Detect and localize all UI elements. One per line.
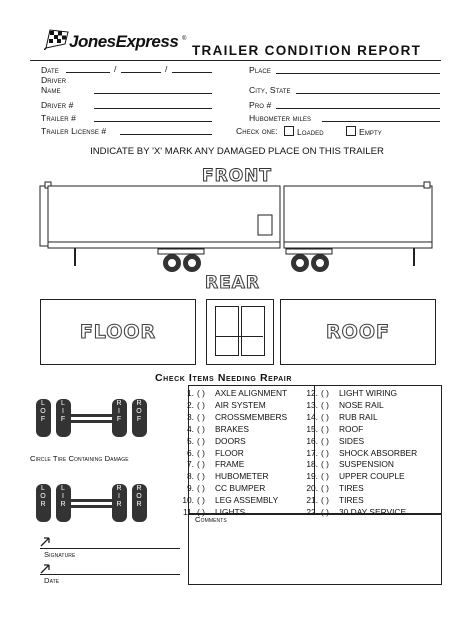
tire-label-rif: R I F — [116, 400, 122, 423]
brand-name: JonesExpress — [69, 32, 179, 51]
checklist-item-number: 22. — [306, 507, 318, 517]
loaded-option[interactable] — [284, 126, 324, 137]
trailer-left-body[interactable] — [48, 186, 280, 248]
hubometer-label: Hubometer miles — [249, 113, 312, 123]
checklist-item-label: LEG ASSEMBLY — [215, 495, 279, 506]
checklist-item-checkbox[interactable]: ( ) — [197, 459, 205, 470]
checklist-item-number: 14. — [306, 411, 318, 422]
checklist-item-number: 1. — [187, 388, 194, 398]
driver-name-field[interactable] — [94, 93, 212, 94]
checklist-item[interactable] — [296, 412, 378, 422]
tire-diagrams — [30, 394, 180, 539]
trailer-right-body[interactable] — [284, 186, 432, 248]
hubometer-field[interactable] — [322, 121, 440, 122]
front-axle-tires[interactable] — [36, 399, 147, 437]
date-arrow-icon — [40, 564, 50, 574]
city-state-field[interactable] — [296, 93, 440, 94]
checklist-item-label: 30 DAY SERVICE — [339, 507, 407, 517]
checklist-item-number: 7. — [187, 459, 194, 470]
signature-field[interactable] — [40, 548, 180, 549]
checklist-item-checkbox[interactable]: ( ) — [321, 495, 329, 506]
checklist-item[interactable] — [296, 495, 364, 505]
bogie-right — [286, 249, 332, 254]
floor-label: FLOOR — [79, 321, 157, 343]
checklist-item-number: 11. — [182, 507, 194, 517]
checklist-item-label: CC BUMPER — [215, 483, 266, 494]
signature-label: Signature — [44, 550, 76, 559]
checklist-item-checkbox[interactable]: ( ) — [197, 483, 205, 494]
tire-label-lif: L I F — [60, 400, 66, 423]
signature-date-field[interactable] — [40, 574, 180, 575]
tire-label-lof: L O F — [40, 400, 46, 423]
checklist-item-checkbox[interactable]: ( ) — [197, 411, 205, 422]
place-label: Place — [249, 65, 271, 75]
checklist-item-label: SIDES — [339, 435, 365, 446]
checklist-item[interactable] — [296, 436, 364, 446]
rear-door-divider — [215, 336, 263, 337]
checklist-item-label: RUB RAIL — [339, 411, 378, 422]
checklist-heading: Check Items Needing Repair — [155, 372, 293, 384]
date-month-field[interactable] — [66, 72, 110, 73]
comments-label: Comments — [195, 515, 227, 524]
checklist-item-label: SHOCK ABSORBER — [339, 447, 418, 458]
checklist-item-checkbox[interactable]: ( ) — [321, 447, 329, 458]
driver-name-label-line2: Name — [41, 85, 61, 95]
checklist-item-checkbox[interactable]: ( ) — [197, 507, 205, 517]
checklist-item-label: SUSPENSION — [339, 459, 394, 470]
wheels-left-axle[interactable] — [163, 254, 201, 272]
trailer-left-door — [258, 215, 272, 235]
checklist-item-checkbox[interactable]: ( ) — [197, 388, 205, 398]
checklist-item-label: CROSSMEMBERS — [215, 411, 288, 422]
company-logo — [44, 26, 194, 52]
checklist-item-checkbox[interactable]: ( ) — [197, 399, 205, 410]
checklist-item-checkbox[interactable]: ( ) — [321, 388, 329, 398]
empty-label: Empty — [359, 127, 382, 137]
rear-label: REAR — [205, 273, 260, 293]
trailer-right-marker — [424, 182, 430, 188]
checklist-item-number: 9. — [187, 483, 194, 494]
checklist-item[interactable] — [172, 388, 287, 398]
trailer-license-label: Trailer License # — [41, 126, 107, 136]
checklist-item-checkbox[interactable]: ( ) — [321, 459, 329, 470]
checklist-item[interactable] — [296, 459, 394, 469]
checklist-item-checkbox[interactable]: ( ) — [321, 399, 329, 410]
checklist-item-checkbox[interactable]: ( ) — [321, 435, 329, 446]
checklist-item-label: HUBOMETER — [215, 471, 269, 482]
pro-number-field[interactable] — [276, 108, 440, 109]
checklist-item[interactable] — [172, 483, 265, 493]
checklist-item[interactable] — [172, 495, 278, 505]
tire-label-rof: R O F — [136, 400, 142, 423]
comments-box[interactable] — [188, 513, 442, 585]
tire-label-lor: L O R — [40, 485, 46, 508]
checklist-item-checkbox[interactable]: ( ) — [321, 507, 329, 517]
checklist-item-number: 19. — [306, 471, 318, 482]
checklist-item-number: 4. — [187, 423, 194, 434]
page-title: TRAILER CONDITION REPORT — [192, 43, 422, 58]
date-separator-1: / — [114, 64, 117, 74]
checklist-item-checkbox[interactable]: ( ) — [321, 423, 329, 434]
tire-label-lir: L I R — [60, 485, 66, 508]
signature-arrow-icon — [40, 537, 50, 547]
driver-number-label: Driver # — [41, 100, 74, 110]
checklist-item-label: DOORS — [215, 435, 246, 446]
checklist-item-label: TIRES — [339, 483, 364, 494]
checklist-item-label: FLOOR — [215, 447, 244, 458]
city-state-label: City, State — [249, 85, 291, 95]
checklist-item-label: UPPER COUPLE — [339, 471, 405, 482]
checklist-item[interactable] — [296, 388, 397, 398]
driver-number-field[interactable] — [94, 108, 212, 109]
checklist-item[interactable] — [172, 412, 287, 422]
driver-name-label-line1: Driver — [41, 75, 67, 85]
date-year-field[interactable] — [172, 72, 212, 73]
date-label: Date — [41, 65, 59, 75]
checklist-item[interactable] — [296, 483, 364, 493]
trailer-license-field[interactable] — [120, 134, 212, 135]
checklist-item-label: FRAME — [215, 459, 245, 470]
checklist-item-label: ROOF — [339, 423, 364, 434]
rear-door-right[interactable] — [241, 306, 265, 356]
checklist-item-number: 21. — [306, 495, 318, 506]
place-field[interactable] — [276, 73, 440, 74]
instruction-text: INDICATE BY 'X' MARK ANY DAMAGED PLACE ON THIS TRAILER — [90, 146, 384, 157]
checkered-flag-icon — [44, 28, 70, 50]
signature-date-label: Date — [44, 576, 60, 585]
checklist-item-label: BRAKES — [215, 423, 249, 434]
checklist-item-number: 12. — [306, 388, 318, 398]
tire-label-ror: R O R — [136, 485, 142, 508]
loaded-label: Loaded — [297, 127, 324, 137]
checklist-item-number: 5. — [187, 435, 194, 446]
date-separator-2: / — [165, 64, 168, 74]
trailer-number-label: Trailer # — [41, 113, 76, 123]
checklist-item-number: 6. — [187, 447, 194, 458]
tire-label-rir: R I R — [116, 485, 122, 508]
floor-panel[interactable] — [40, 299, 196, 365]
roof-label: ROOF — [326, 321, 390, 343]
checklist-item-label: AIR SYSTEM — [215, 399, 266, 410]
rear-door-left[interactable] — [215, 306, 239, 356]
checklist-item-number: 20. — [306, 483, 318, 494]
wheels-right-axle[interactable] — [291, 254, 329, 272]
checklist-item[interactable] — [172, 459, 244, 469]
checklist-item-label: LIGHTS — [215, 507, 246, 517]
loaded-checkbox[interactable] — [284, 126, 294, 136]
checklist-item[interactable] — [296, 424, 363, 434]
title-rule — [30, 60, 441, 61]
checklist-item[interactable] — [172, 436, 246, 446]
circle-tire-caption: Circle Tire Containing Damage — [30, 454, 129, 463]
checklist-item-number: 10. — [182, 495, 194, 506]
checklist-item-number: 16. — [306, 435, 318, 446]
checklist-item-number: 15. — [306, 423, 318, 434]
checklist-item[interactable] — [172, 448, 244, 458]
checklist-item-number: 2. — [187, 399, 194, 410]
checklist-item-checkbox[interactable]: ( ) — [197, 423, 205, 434]
checklist-item[interactable] — [296, 448, 417, 458]
checklist-item-number: 3. — [187, 411, 194, 422]
checklist-item-number: 17. — [306, 447, 318, 458]
checklist-item-checkbox[interactable]: ( ) — [197, 435, 205, 446]
pro-number-label: Pro # — [249, 100, 272, 110]
checklist-item[interactable] — [172, 471, 269, 481]
checklist-item-number: 13. — [306, 399, 318, 410]
trailer-number-field[interactable] — [94, 121, 212, 122]
checklist-item-checkbox[interactable]: ( ) — [197, 471, 205, 482]
checklist-item[interactable] — [172, 400, 266, 410]
rear-doors-panel[interactable] — [206, 299, 274, 365]
trailer-side-diagram[interactable] — [30, 160, 450, 280]
checklist-item-label: LIGHT WIRING — [339, 388, 398, 398]
checklist-item-label: NOSE RAIL — [339, 399, 384, 410]
front-label: FRONT — [202, 166, 272, 186]
checklist-item-number: 8. — [187, 471, 194, 482]
bogie-left — [158, 249, 204, 254]
checklist-item-checkbox[interactable]: ( ) — [321, 471, 329, 482]
empty-checkbox[interactable] — [346, 126, 356, 136]
rear-axle-tires[interactable] — [36, 484, 147, 522]
checklist-item-checkbox[interactable]: ( ) — [197, 447, 205, 458]
roof-panel[interactable] — [280, 299, 436, 365]
checklist-item[interactable] — [172, 424, 249, 434]
empty-option[interactable] — [346, 126, 382, 137]
checklist-item-checkbox[interactable]: ( ) — [321, 411, 329, 422]
checklist-item-checkbox[interactable]: ( ) — [197, 495, 205, 506]
checklist-item-checkbox[interactable]: ( ) — [321, 483, 329, 494]
check-one-label: Check one: — [236, 126, 278, 136]
checklist-item[interactable] — [296, 471, 405, 481]
registered-mark-icon: ® — [182, 36, 187, 42]
date-day-field[interactable] — [121, 72, 161, 73]
checklist-item[interactable] — [296, 400, 384, 410]
checklist-item-label: TIRES — [339, 495, 364, 506]
checklist-item-number: 18. — [306, 459, 318, 470]
checklist-item-label: AXLE ALIGNMENT — [215, 388, 288, 398]
